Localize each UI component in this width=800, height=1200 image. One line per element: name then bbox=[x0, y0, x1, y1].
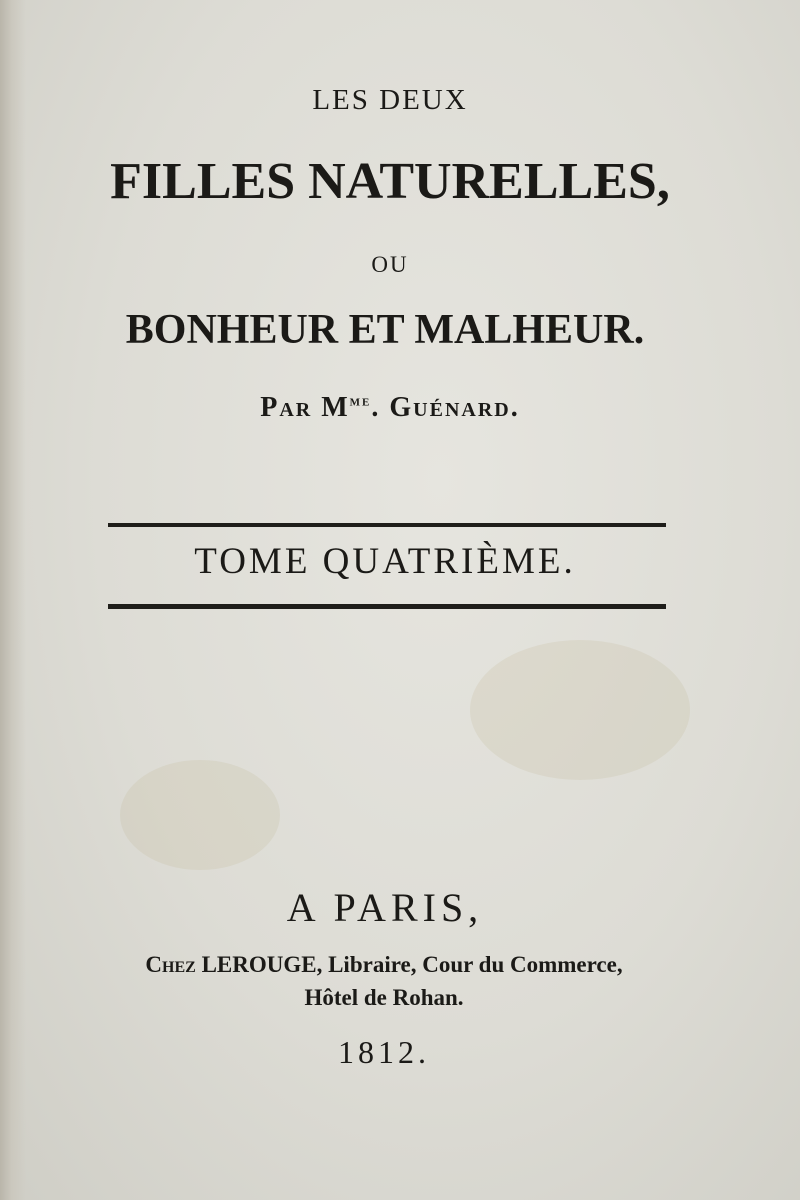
rule-bottom bbox=[108, 604, 666, 609]
imprint-address: Hôtel de Rohan. bbox=[304, 985, 464, 1010]
volume-label: TOME QUATRIÈME. bbox=[194, 541, 576, 582]
title-line-les-deux: LES DEUX bbox=[312, 84, 468, 116]
publisher-name: LEROUGE, Libraire, Cour du Commerce, bbox=[195, 952, 623, 977]
rule-top bbox=[108, 523, 666, 527]
author-line bbox=[0, 392, 780, 424]
imprint-year: 1812. bbox=[338, 1034, 430, 1070]
publisher-prefix: Chez bbox=[145, 952, 196, 977]
imprint-publisher bbox=[0, 952, 768, 978]
author-name: . Guénard. bbox=[371, 392, 520, 423]
author-prefix: Par M bbox=[260, 392, 350, 423]
paper-stain bbox=[120, 760, 280, 870]
title-conjunction: OU bbox=[371, 252, 409, 277]
imprint-city: A PARIS, bbox=[286, 885, 484, 930]
paper-stain bbox=[470, 640, 690, 780]
author-superscript: me bbox=[349, 393, 372, 410]
main-title: FILLES NATURELLES, bbox=[110, 153, 670, 210]
subtitle: BONHEUR ET MALHEUR. bbox=[125, 307, 645, 353]
